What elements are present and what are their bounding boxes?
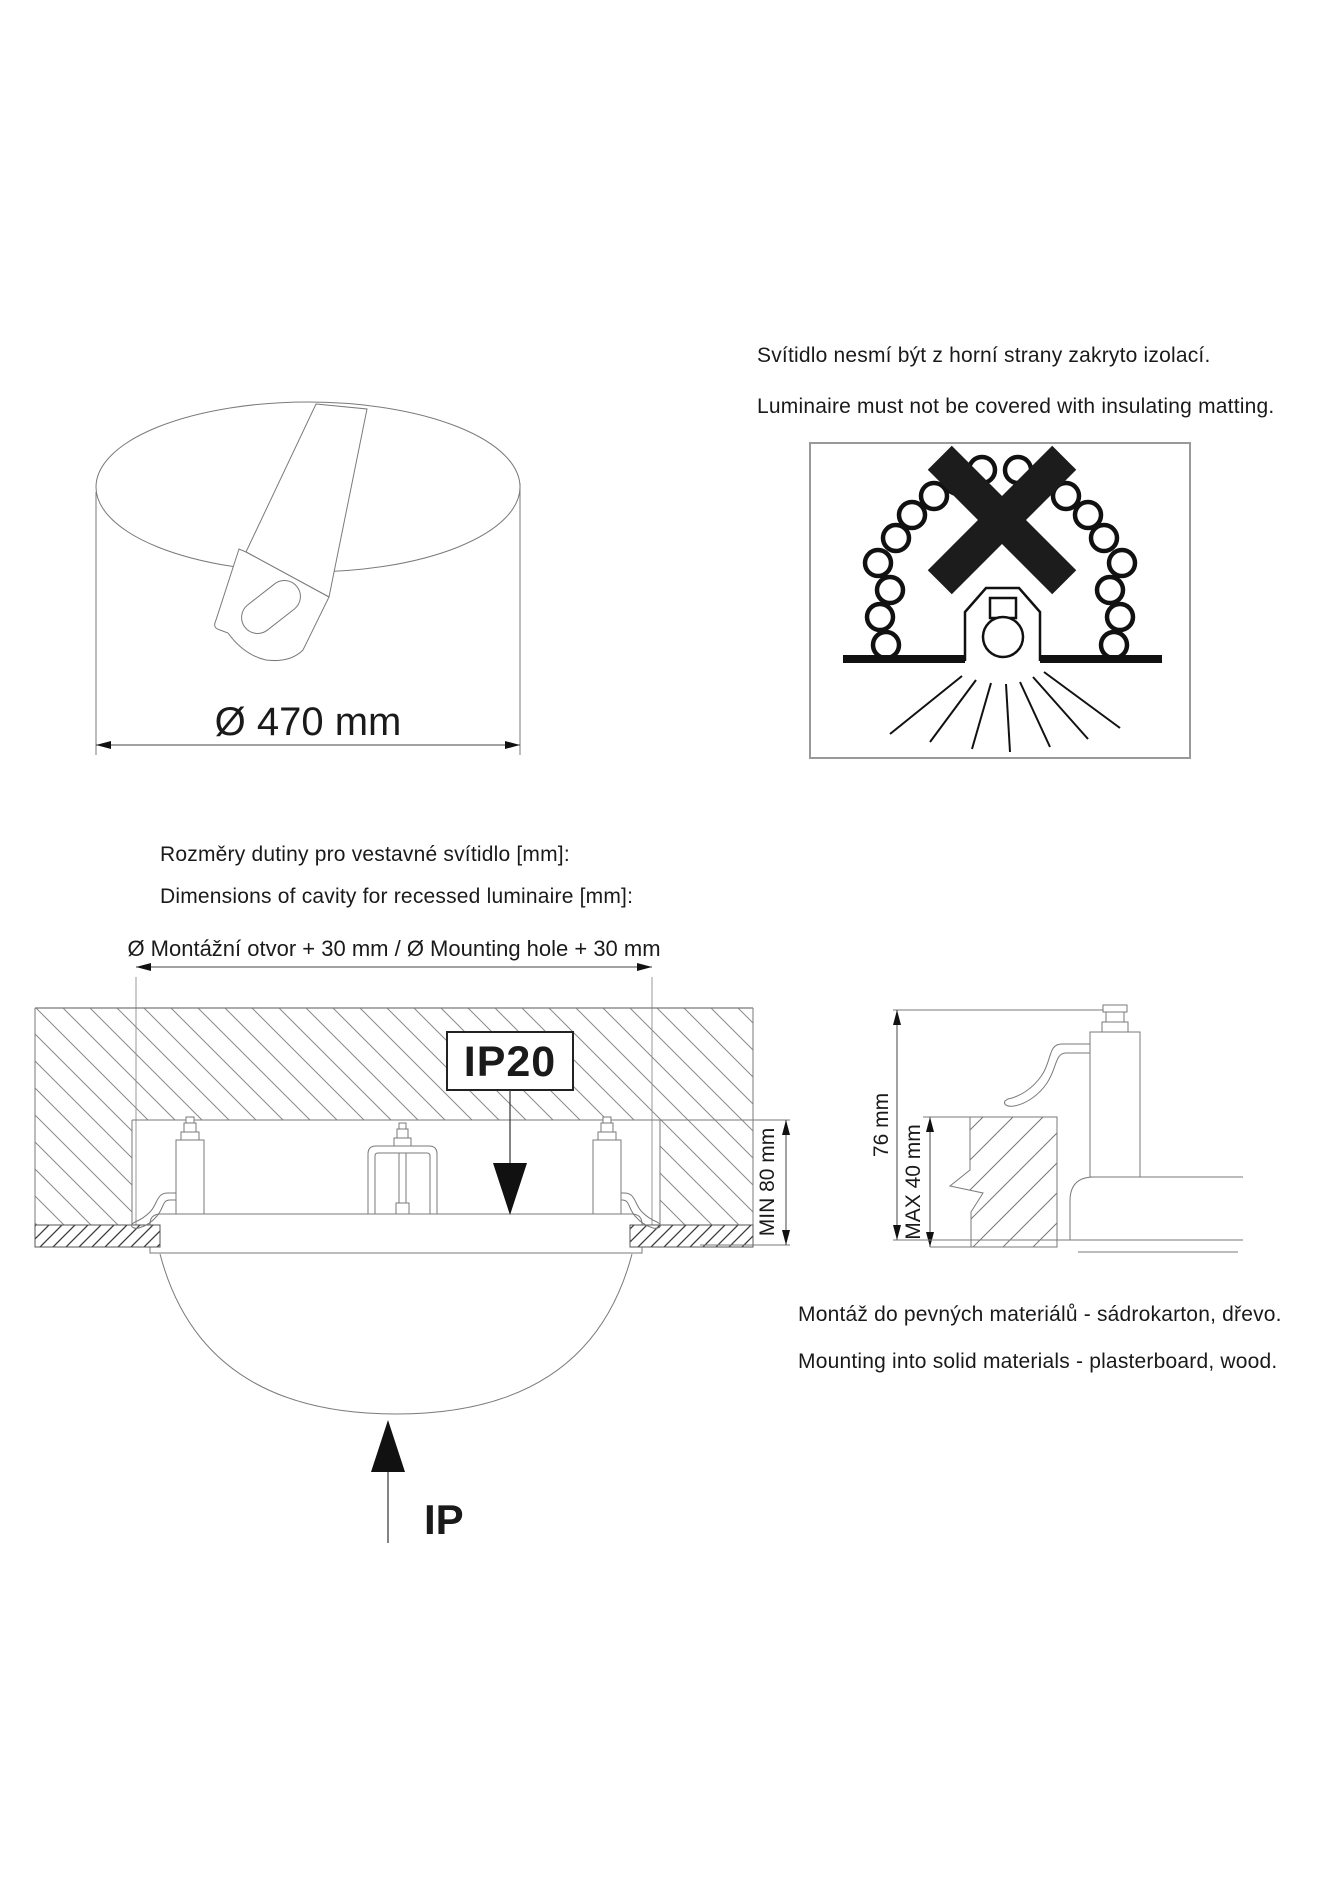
- max-thickness-dimension: [926, 1117, 934, 1247]
- cavity-heading-cs: Rozměry dutiny pro vestavné svítidlo [mm]:: [160, 843, 570, 866]
- luminaire-base-plate: [150, 1214, 642, 1253]
- mounting-detail-drawing: [893, 1005, 1243, 1252]
- ceiling-board-right: [630, 1225, 753, 1247]
- down-arrow-icon: [493, 1163, 527, 1215]
- no-insulation-cover-icon: [810, 443, 1190, 758]
- detail-luminaire-body: [893, 1177, 1243, 1252]
- cavity-heading-en: Dimensions of cavity for recessed luminaire [mm]:: [160, 885, 634, 908]
- glass-dome: [160, 1254, 632, 1414]
- center-bracket: [368, 1123, 437, 1214]
- height-label: 76 mm: [870, 1092, 893, 1158]
- ip20-label: IP20: [463, 1038, 557, 1086]
- warning-text-cs: Svítidlo nesmí být z horní strany zakryto izolací.: [757, 344, 1211, 367]
- min-depth-label: MIN 80 mm: [756, 1127, 779, 1237]
- mounting-post-right: [593, 1117, 621, 1214]
- board-block: [923, 1117, 1057, 1247]
- detail-spring-flange: [1005, 1044, 1090, 1106]
- ceiling-line-right: [1040, 655, 1162, 663]
- mounting-hole-label: Ø Montážní otvor + 30 mm / Ø Mounting hole + 30 mm: [127, 936, 661, 961]
- ip-label: IP: [424, 1496, 464, 1543]
- detail-post: [1090, 1005, 1140, 1177]
- up-arrow-icon: [371, 1420, 405, 1472]
- max-thickness-label: MAX 40 mm: [902, 1124, 925, 1240]
- ip-arrow: [371, 1420, 405, 1543]
- warning-text-en: Luminaire must not be covered with insulating matting.: [757, 395, 1275, 418]
- diameter-label: Ø 470 mm: [214, 700, 402, 744]
- mounting-note-cs: Montáž do pevných materiálů - sádrokarton, dřevo.: [798, 1303, 1282, 1326]
- ceiling-line-left: [843, 655, 965, 663]
- mounting-post-left: [176, 1117, 204, 1214]
- mounting-strap: [215, 404, 367, 661]
- lamp-icon: [965, 588, 1040, 661]
- structure-hatch: [35, 1008, 753, 1225]
- mounting-note-en: Mounting into solid materials - plasterboard, wood.: [798, 1350, 1278, 1373]
- cross-section-drawing: [35, 963, 790, 1543]
- ceiling-board-left: [35, 1225, 160, 1247]
